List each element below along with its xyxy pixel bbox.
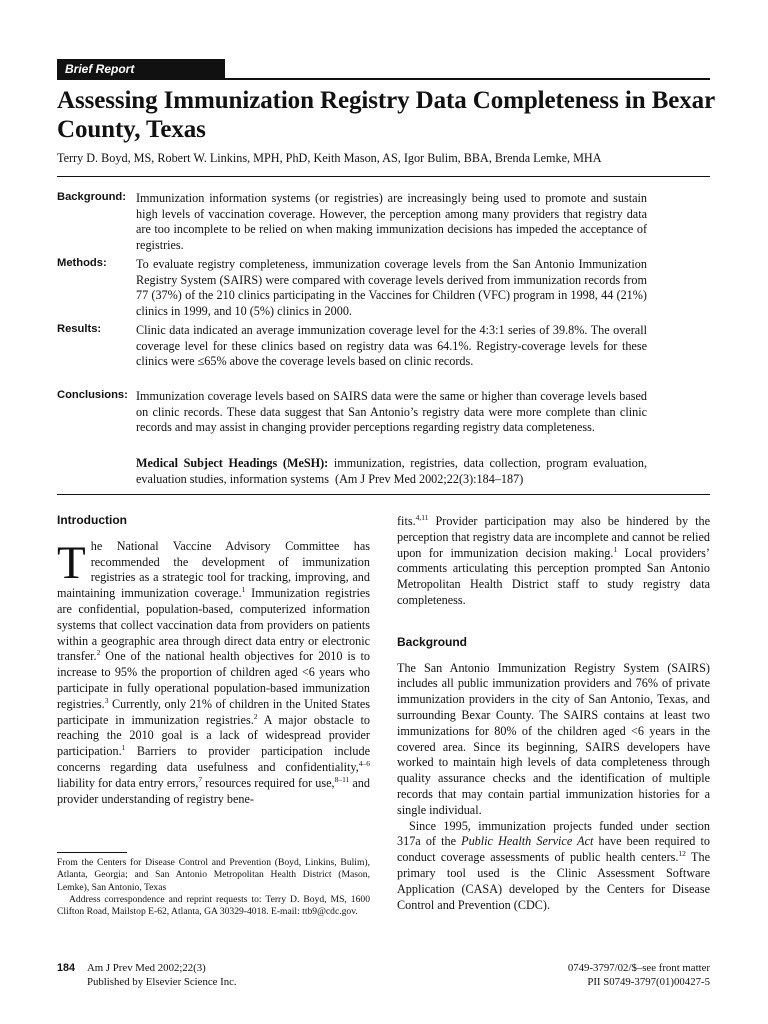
background-paragraph: The San Antonio Immunization Registry System (SAIRS) includes all public immunization providers and 76% of private immunization providers in the city of San Antonio, Texas, and surrounding Bexar County. The SAIRS contains at least two immunizations for 80% of the children aged <6 years in the covered area. Since its beginning, SAIRS developers have worked to maintain high levels of data completeness through quality assurance checks and the identification of multiple records that may contain partial immunization histories for a single individual. bbox=[397, 660, 710, 817]
page-footer-left bbox=[57, 961, 237, 989]
page-number: 184 bbox=[57, 962, 76, 974]
abstract-methods-text: To evaluate registry completeness, immunization coverage levels from the San Antonio Immunization Registry System (SAIRS) were compared with coverage levels derived from immunization records from 77 (37%) of the 210 clinics participating in the Vaccines for Children (VFC) program in 1998, 44 (21%) clinics in 1999, and 10 (5%) clinics in 2000. bbox=[136, 257, 647, 318]
abstract-background-label: Background: bbox=[57, 191, 126, 203]
issn-line: 0749-3797/02/$–see front matter bbox=[567, 962, 710, 974]
abstract-conclusions-text: Immunization coverage levels based on SAIRS data were the same or higher than coverage levels based on clinic records. These data suggest that San Antonio’s registry data were more complete than clinic records and may assist in changing provider perceptions regarding registry data completeness. bbox=[136, 389, 647, 434]
drop-cap: T bbox=[57, 536, 86, 589]
affiliation-note: From the Centers for Disease Control and Prevention (Boyd, Linkins, Bulim), Atlanta, Georgia; and San Antonio Metropolitan Health District (Mason, Lemke), San Antonio, Texas bbox=[57, 857, 370, 893]
right-column bbox=[397, 514, 710, 913]
abstract-methods-label: Methods: bbox=[57, 257, 107, 269]
abstract-top-rule bbox=[57, 176, 710, 177]
mesh-label: Medical Subject Headings (MeSH): bbox=[136, 456, 329, 470]
abstract-results-text: Clinic data indicated an average immunization coverage level for the 4:3:1 series of 39.8%. The overall coverage level for these clinics based on registry data was 64.1%. Registry-coverage levels for these clinics were ≤65% above the coverage levels based on clinic records. bbox=[136, 323, 647, 368]
abstract-results-label: Results: bbox=[57, 323, 102, 335]
left-column bbox=[57, 513, 370, 807]
right-paragraph-1: fits.$^{4,11}$ Provider participation may also be hindered by the perception that registry data are incomplete and cannot be relied upon for immunization decision making.$^1$ Local providers’ comments articulating this perception prompted San Antonio Metropolitan Health District staff to study registry data completeness. bbox=[397, 512, 711, 607]
journal-citation: Am J Prev Med 2002;22(3) bbox=[87, 962, 206, 974]
header-rule bbox=[57, 78, 710, 80]
correspondence-note: Address correspondence and reprint requests to: Terry D. Boyd, MS, 1600 Clifton Road, Mailstop E-62, Atlanta, GA 30329-4018. E-mail: ttb9@cdc.gov. bbox=[57, 893, 370, 918]
article-title: Assessing Immunization Registry Data Completeness in Bexar County, Texas bbox=[57, 87, 715, 143]
abstract-background-text: Immunization information systems (or registries) are increasingly being used to promote and sustain high levels of vaccination coverage. However, the perception among many providers that registry data are too incomplete to be relied on when making immunization decisions has impeded the acceptance of registries. bbox=[136, 191, 647, 252]
publisher: Published by Elsevier Science Inc. bbox=[87, 976, 237, 988]
abstract-bottom-rule bbox=[57, 494, 710, 495]
pii-line: PII S0749-3797(01)00427-5 bbox=[587, 976, 710, 988]
footnote bbox=[57, 857, 370, 918]
background-paragraph-2: Since 1995, immunization projects funded under section 317a of the Public Health Service Act have been required to conduct coverage assessments of public health centers.$^{12}$ The primary tool used is the Clinic Assessment Software Application (CASA) developed by the Centers for Disease Control and Prevention (CDC). bbox=[397, 818, 710, 912]
citation: (Am J Prev Med 2002;22(3):184–187) bbox=[335, 471, 524, 486]
mesh-terms: immunization, registries, data collection, program evaluation, evaluation studies, information systems bbox=[136, 456, 647, 486]
mesh-paragraph bbox=[136, 456, 647, 487]
intro-paragraph: The National Vaccine Advisory Committee has recommended the development of immunization registries as a strategic tool for tracking, improving, and maintaining immunization coverage.$^1$ Immunization registries are confidential, population-based, computerized information systems that collect vaccination data from providers on patients within a geographic area through direct data entry or electronic transfer.$^2$ One of the national health objectives for 2010 is to increase to 95% the proportion of children aged <6 years who participate in fully operational population-based immunization registries.$^3$ Currently, only 21% of children in the United States participate in immunization registries.$^2$ A major obstacle to reaching the 2010 goal is a lack of widespread provider participation.$^1$ Barriers to provider participation include concerns regarding data usefulness and confidentiality,$^{4-6}$ liability for data entry errors,$^7$ resources required for use,$^{8-11}$ and provider understanding of registry bene- bbox=[57, 536, 371, 806]
article-type-tab bbox=[57, 59, 225, 79]
page-footer-right bbox=[470, 961, 710, 989]
footnote-rule bbox=[57, 852, 127, 853]
abstract-conclusions-label: Conclusions: bbox=[57, 389, 128, 401]
introduction-heading: Introduction bbox=[57, 513, 127, 527]
article-type-label: Brief Report bbox=[65, 62, 135, 76]
author-list: Terry D. Boyd, MS, Robert W. Linkins, MPH, PhD, Keith Mason, AS, Igor Bulim, BBA, Brenda Lemke, MHA bbox=[57, 151, 602, 165]
background-heading: Background bbox=[397, 634, 468, 649]
